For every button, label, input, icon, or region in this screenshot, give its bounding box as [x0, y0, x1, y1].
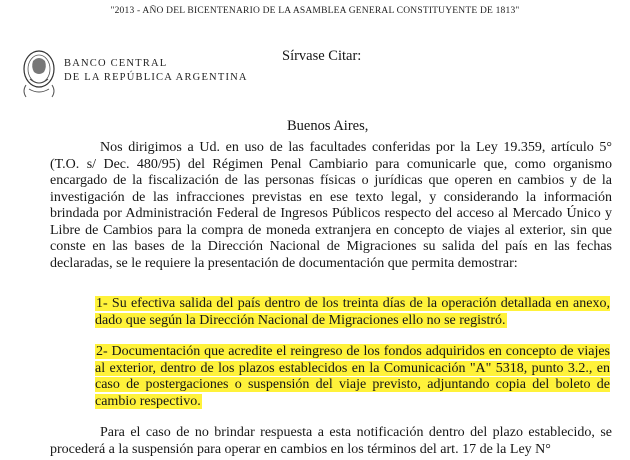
- bicentennial-banner: "2013 - AÑO DEL BICENTENARIO DE LA ASAMBLEA GENERAL CONSTITUYENTE DE 1813": [110, 6, 520, 16]
- closing-paragraph: Para el caso de no brindar respuesta a esta notificación dentro del plazo establecido, se procederá a la suspensión para operar en cambios en los términos del art. 17 de la Ley N°: [50, 425, 612, 457]
- bank-name-line1: BANCO CENTRAL: [64, 58, 168, 69]
- city-date-line: Buenos Aires,: [287, 118, 369, 134]
- highlighted-text: 1- Su efectiva salida del país dentro de los treinta días de la operación detallada en anexo, dado que según la Dirección Nacional de Migraciones ello no se registró.: [95, 296, 610, 328]
- bank-name-line2: DE LA REPÚBLICA ARGENTINA: [64, 72, 248, 83]
- letter-body: [50, 140, 612, 272]
- body-paragraph: Nos dirigimos a Ud. en uso de las facultades conferidas por la Ley 19.359, artículo 5° (T.O. s/ Dec. 480/95) del Régimen Penal Cambiario para comunicarle que, como organismo encargado de la fiscalización de las personas físicas o jurídicas que operen en cambios y de la investigación de las infracciones previstas en ese texto legal, y considerando la información brindada por Administración Federal de Ingresos Públicos respecto del acceso al Mercado Único y Libre de Cambios para la compra de moneda extranjera en concepto de viajes al exterior, sin que conste en las bases de la Dirección Nacional de Migraciones su salida del país en las fechas declaradas, se le requiere la presentación de documentación que permita demostrar:: [50, 140, 612, 271]
- highlighted-text: 2- Documentación que acredite el reingreso de los fondos adquiridos en concepto de viajes al exterior, dentro de los plazos establecidos en la Comunicación "A" 5318, punto 3.2., en caso de postergaciones o suspensión del viaje previsto, adjuntando copia del boleto de cambio respectivo.: [95, 344, 610, 409]
- requirement-item-2: [95, 344, 610, 410]
- closing-paragraph-block: [50, 425, 612, 458]
- citation-reference-label: Sírvase Citar:: [282, 48, 362, 64]
- requirement-item-1: [95, 296, 610, 329]
- bank-name: [64, 57, 248, 85]
- argentine-republic-seal-icon: [20, 45, 58, 101]
